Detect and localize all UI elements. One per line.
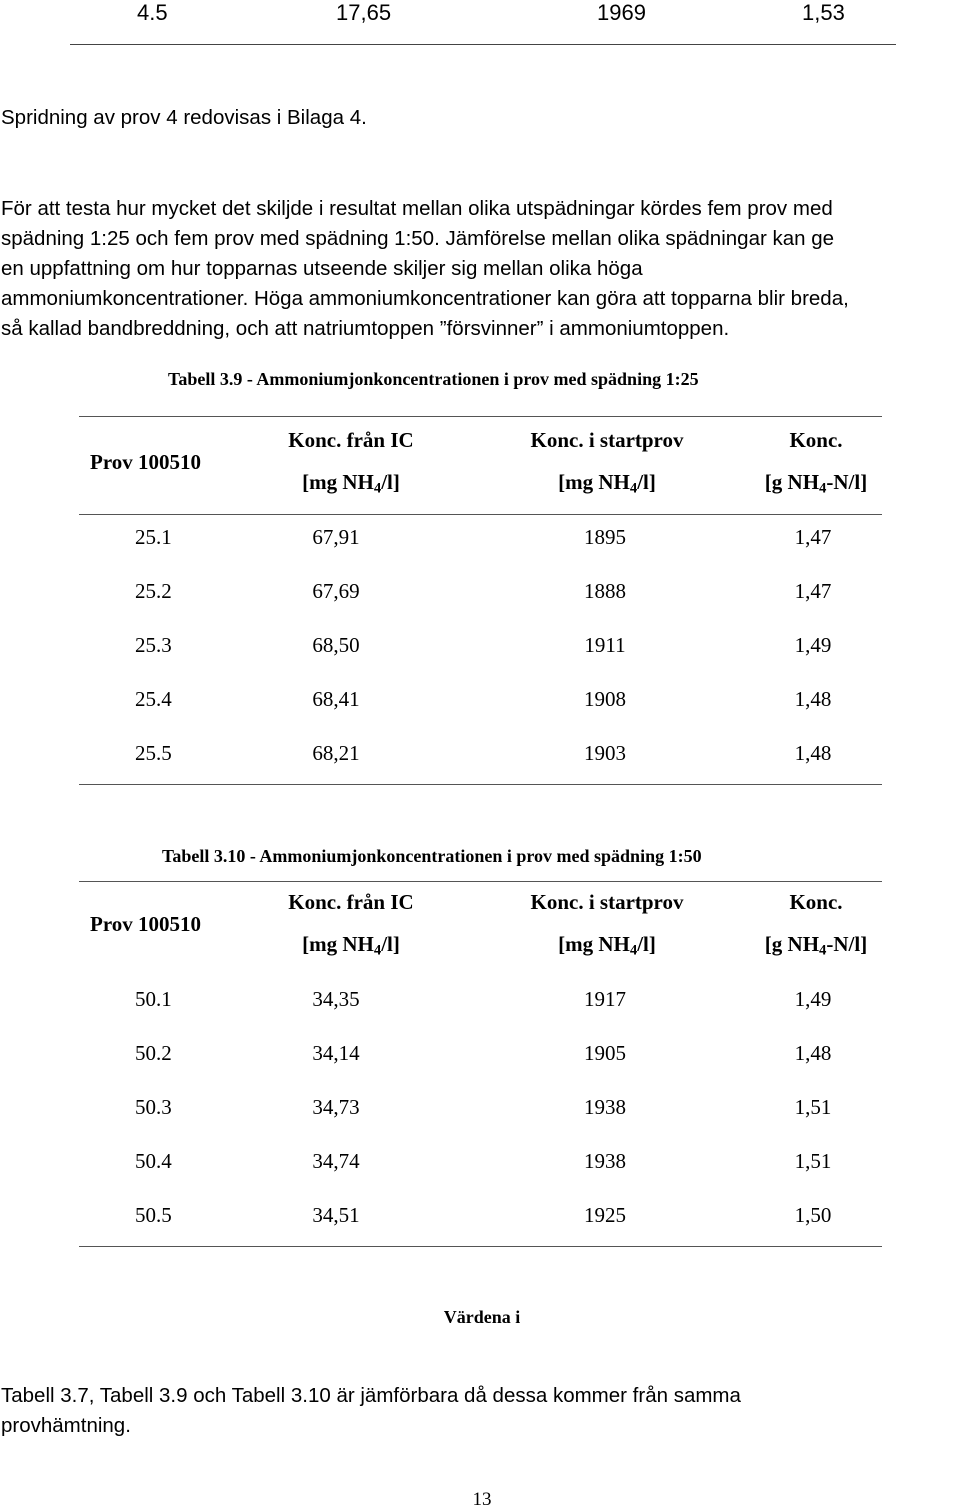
table2-header-g: Konc. xyxy=(789,890,843,914)
table2-cell-start: 1925 xyxy=(584,1203,626,1227)
table1-header-start: Konc. i startprov xyxy=(530,428,684,452)
paragraph-line: en uppfattning om hur topparnas utseende skiljer sig mellan olika höga xyxy=(1,257,643,280)
paragraph-line: För att testa hur mycket det skiljde i resultat mellan olika utspädningar kördes fem prov med xyxy=(1,197,833,220)
paragraph-line: spädning 1:25 och fem prov med spädning 1:50. Jämförelse mellan olika spädningar kan ge xyxy=(1,227,835,250)
paragraph-jamforbara xyxy=(1,1381,959,1441)
table1-cell-g: 1,48 xyxy=(794,687,832,711)
table2-top-rule xyxy=(79,881,882,882)
table2-cell-start: 1917 xyxy=(584,987,626,1011)
prev-table-bottom-rule xyxy=(70,44,896,45)
unit-text: [mg NH xyxy=(558,932,630,956)
table2-cell-start: 1938 xyxy=(584,1149,626,1173)
prev-table-ic-cell: 17,65 xyxy=(336,0,392,25)
table1-cell-start: 1911 xyxy=(584,633,626,657)
table1-cell-prov: 25.4 xyxy=(135,687,172,711)
table2-cell-prov: 50.2 xyxy=(135,1041,172,1065)
table1-header-ic-unit xyxy=(251,470,451,495)
unit-subscript: 4 xyxy=(819,480,827,497)
table1-cell-g: 1,49 xyxy=(794,633,832,657)
table1-header-prov: Prov 100510 xyxy=(90,450,202,474)
table1-cell-ic: 67,69 xyxy=(312,579,360,603)
table2-cell-ic: 34,35 xyxy=(312,987,360,1011)
table2-cell-ic: 34,74 xyxy=(312,1149,360,1173)
table2-cell-ic: 34,14 xyxy=(312,1041,360,1065)
unit-text: [mg NH xyxy=(302,470,374,494)
prev-table-g-cell: 1,53 xyxy=(802,0,845,25)
table1-cell-ic: 68,21 xyxy=(312,741,360,765)
table2-header-prov: Prov 100510 xyxy=(90,912,202,936)
table1-cell-g: 1,47 xyxy=(794,579,832,603)
table1-header-g: Konc. xyxy=(789,428,843,452)
table2-caption: Tabell 3.10 - Ammoniumjonkoncentrationen i prov med spädning 1:50 xyxy=(162,846,702,866)
table2-header-ic: Konc. från IC xyxy=(288,890,414,914)
table1-cell-ic: 68,50 xyxy=(312,633,360,657)
table1-cell-start: 1908 xyxy=(584,687,626,711)
unit-subscript: 4 xyxy=(629,480,638,497)
table1-header-g-unit xyxy=(716,470,916,495)
unit-text: [mg NH xyxy=(302,932,374,956)
unit-text: [g NH xyxy=(764,932,820,956)
table2-cell-g: 1,49 xyxy=(794,987,832,1011)
unit-subscript: 4 xyxy=(373,480,382,497)
table2-header-start-unit xyxy=(507,932,707,957)
table2-cell-g: 1,51 xyxy=(794,1095,832,1119)
unit-text: /l] xyxy=(637,932,656,956)
table1-cell-start: 1895 xyxy=(584,525,626,549)
table1-top-rule xyxy=(79,416,882,417)
table1-cell-g: 1,47 xyxy=(794,525,832,549)
unit-text: /l] xyxy=(637,470,656,494)
paragraph-line: så kallad bandbreddning, och att natriumtoppen ”försvinner” i ammoniumtoppen. xyxy=(1,317,730,340)
table2-cell-prov: 50.1 xyxy=(135,987,172,1011)
unit-subscript: 4 xyxy=(373,942,382,959)
table2-cell-g: 1,48 xyxy=(794,1041,832,1065)
table2-cell-prov: 50.4 xyxy=(135,1149,172,1173)
table1-cell-ic: 67,91 xyxy=(312,525,360,549)
prev-table-start-cell: 1969 xyxy=(597,0,646,25)
table1-cell-start: 1888 xyxy=(584,579,626,603)
unit-text: [mg NH xyxy=(558,470,630,494)
unit-subscript: 4 xyxy=(629,942,638,959)
unit-text: -N/l] xyxy=(826,932,868,956)
table1-cell-prov: 25.5 xyxy=(135,741,172,765)
paragraph-line: Tabell 3.7, Tabell 3.9 och Tabell 3.10 är jämförbara då dessa kommer från samma xyxy=(1,1384,741,1407)
table1-cell-prov: 25.1 xyxy=(135,525,172,549)
table2-header-g-unit xyxy=(716,932,916,957)
table2-header-ic-unit xyxy=(251,932,451,957)
table2-cell-prov: 50.3 xyxy=(135,1095,172,1119)
table2-cell-g: 1,51 xyxy=(794,1149,832,1173)
table1-cell-g: 1,48 xyxy=(794,741,832,765)
prev-table-prov-cell: 4.5 xyxy=(137,0,168,25)
section-heading: Värdena i xyxy=(443,1307,521,1327)
paragraph-line: ammoniumkoncentrationer. Höga ammoniumkoncentrationer kan göra att topparna blir breda, xyxy=(1,287,849,310)
table2-cell-prov: 50.5 xyxy=(135,1203,172,1227)
unit-subscript: 4 xyxy=(819,942,827,959)
paragraph-line: provhämtning. xyxy=(1,1414,131,1437)
table1-cell-ic: 68,41 xyxy=(312,687,360,711)
page-number: 13 xyxy=(472,1489,492,1510)
table1-header-ic: Konc. från IC xyxy=(288,428,414,452)
unit-text: /l] xyxy=(381,470,400,494)
unit-text: [g NH xyxy=(764,470,820,494)
paragraph-spadning xyxy=(1,194,959,344)
table1-bottom-rule xyxy=(79,784,882,785)
table1-header-rule xyxy=(79,514,882,515)
table2-cell-g: 1,50 xyxy=(794,1203,832,1227)
table2-header-start: Konc. i startprov xyxy=(530,890,684,914)
table2-cell-ic: 34,73 xyxy=(312,1095,360,1119)
unit-text: -N/l] xyxy=(826,470,868,494)
table2-bottom-rule xyxy=(79,1246,882,1247)
unit-text: /l] xyxy=(381,932,400,956)
table1-header-start-unit xyxy=(507,470,707,495)
table1-caption: Tabell 3.9 - Ammoniumjonkoncentrationen i prov med spädning 1:25 xyxy=(168,369,699,389)
table1-cell-start: 1903 xyxy=(584,741,626,765)
table1-cell-prov: 25.2 xyxy=(135,579,172,603)
paragraph-spridning: Spridning av prov 4 redovisas i Bilaga 4. xyxy=(1,106,367,129)
table2-cell-ic: 34,51 xyxy=(312,1203,360,1227)
table2-cell-start: 1905 xyxy=(584,1041,626,1065)
table2-cell-start: 1938 xyxy=(584,1095,626,1119)
table1-cell-prov: 25.3 xyxy=(135,633,172,657)
